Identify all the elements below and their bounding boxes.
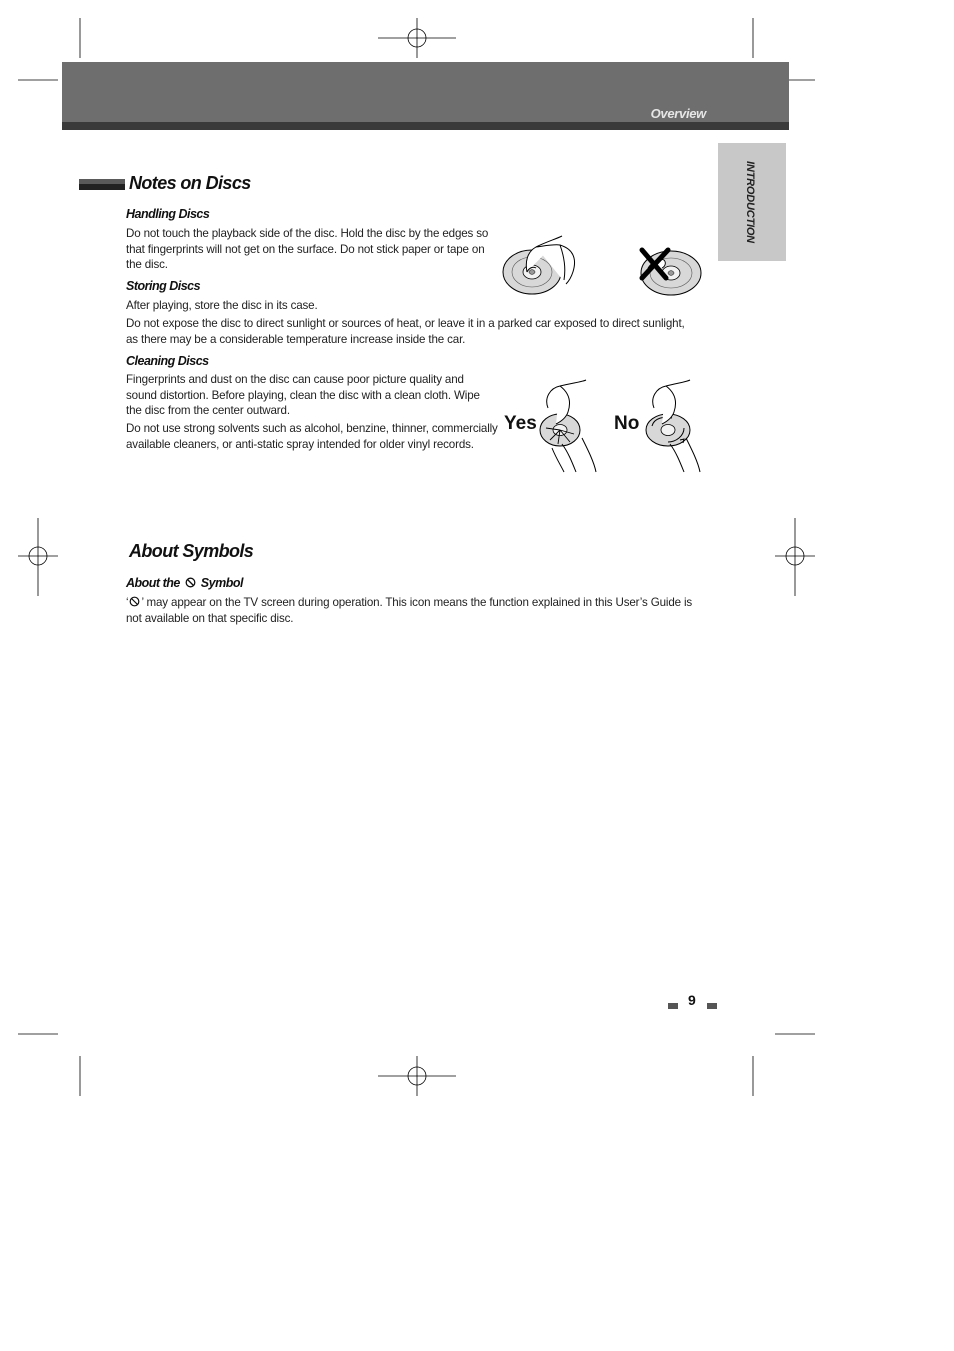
handling-discs-heading: Handling Discs xyxy=(126,207,210,221)
page-number: 9 xyxy=(688,992,696,1008)
open-quote: ‘ xyxy=(126,596,129,609)
page-number-left-mark xyxy=(668,1003,678,1009)
about-symbol-prefix: About the xyxy=(126,576,180,590)
about-symbol-description: ’ may appear on the TV screen during operation. This icon means the function explained in this User’s Guide is not available on that specific disc. xyxy=(126,596,693,625)
prohibited-icon-inline xyxy=(129,596,140,607)
about-symbols-title: About Symbols xyxy=(129,541,254,561)
storing-discs-text-1: After playing, store the disc in its case. xyxy=(126,299,318,312)
header-rule xyxy=(62,122,789,130)
about-symbol-text xyxy=(126,595,706,626)
disc-touched-incorrectly-illustration xyxy=(636,244,706,300)
cleaning-discs-text-1: Fingerprints and dust on the disc can cause poor picture quality and sound distortion. Before playing, clean the disc with a clean cloth. Wipe the disc from the center outward. xyxy=(126,373,480,417)
chapter-tab-label: INTRODUCTION xyxy=(744,161,756,243)
heading-bar xyxy=(79,179,125,190)
wipe-center-outward-illustration xyxy=(538,378,600,474)
section-label: Overview xyxy=(650,106,706,121)
prohibited-icon xyxy=(185,577,196,588)
disc-held-correctly-illustration xyxy=(500,232,580,298)
yes-label: Yes xyxy=(504,413,537,434)
notes-on-discs-title: Notes on Discs xyxy=(129,173,251,193)
no-label: No xyxy=(614,413,640,434)
page-number-right-mark xyxy=(707,1003,717,1009)
cleaning-discs-text-2: Do not use strong solvents such as alcohol, benzine, thinner, commercially available cleaners, or anti-static spray intended for older vinyl records. xyxy=(126,422,498,451)
storing-discs-text-2: Do not expose the disc to direct sunlight or sources of heat, or leave it in a parked car exposed to direct sunlight, as there may be a considerable temperature increase inside the car. xyxy=(126,317,685,346)
chapter-tab xyxy=(718,143,786,261)
handling-discs-text: Do not touch the playback side of the disc. Hold the disc by the edges so that fingerprints will not get on the surface. Do not stick paper or tape on the disc. xyxy=(126,227,489,271)
cleaning-discs-heading: Cleaning Discs xyxy=(126,354,209,368)
wipe-circular-illustration xyxy=(640,378,704,474)
about-symbol-suffix: Symbol xyxy=(200,576,243,590)
about-symbol-subheading xyxy=(126,576,243,590)
storing-discs-heading: Storing Discs xyxy=(126,279,201,293)
